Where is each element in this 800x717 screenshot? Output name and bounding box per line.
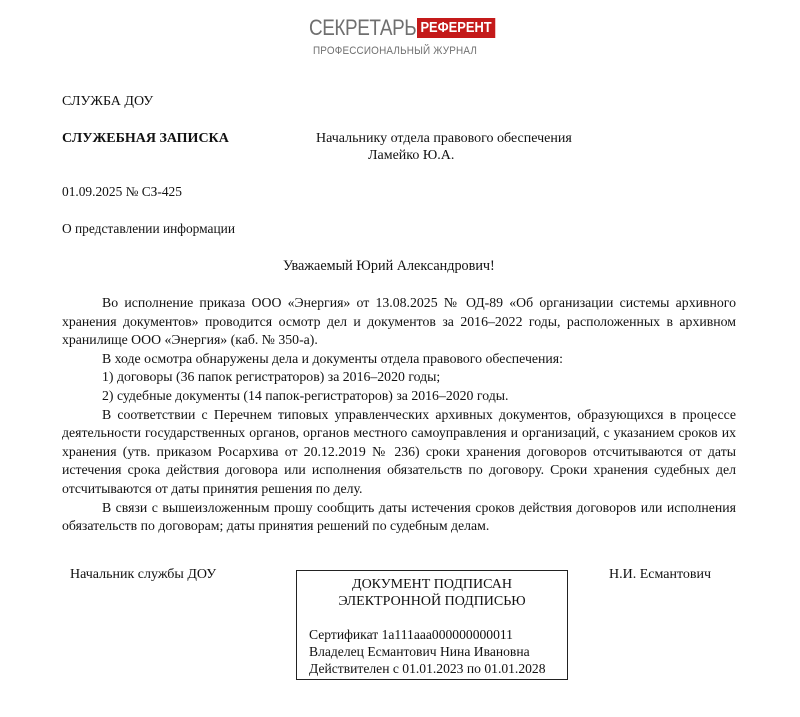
date-and-number: 01.09.2025 № СЗ-425 xyxy=(62,184,182,199)
body-paragraph: В ходе осмотра обнаружены дела и документы отдела правового обеспечения: xyxy=(102,350,563,366)
body-list-item: 1) договоры (36 папок регистраторов) за 2016–2020 годы; xyxy=(102,369,441,385)
journal-logo xyxy=(309,16,499,62)
stamp-owner: Владелец Есмантович Нина Ивановна xyxy=(309,644,530,659)
addressee-name: Ламейко Ю.А. xyxy=(368,148,455,163)
logo-main-text: СЕКРЕТАРЬ xyxy=(309,15,417,40)
body-paragraph: В соответствии с Перечнем типовых управленческих архивных документов, образующихся в процессе деятельности государственных органов, органов местного самоуправления и организаций, с указанием сроков их хранения (утв. приказом Росархива от 20.12.2019 № 236) сроки хранения договоров отсчитываются от даты истечения срока действия договора или исполнения обязательств по договору. Сроки хранения судебных дел отсчитываются от даты принятия решения по делу. xyxy=(62,406,736,496)
stamp-title-line2: ЭЛЕКТРОННОЙ ПОДПИСЬЮ xyxy=(338,594,526,609)
stamp-certificate: Сертификат 1a111aaa000000000011 xyxy=(309,627,513,642)
signer-name: Н.И. Есмантович xyxy=(609,567,712,582)
greeting: Уважаемый Юрий Александрович! xyxy=(283,258,495,274)
logo-subtitle: ПРОФЕССИОНАЛЬНЫЙ ЖУРНАЛ xyxy=(313,45,478,57)
subject-line: О представлении информации xyxy=(62,221,235,236)
stamp-validity: Действителен с 01.01.2023 по 01.01.2028 xyxy=(309,661,546,676)
addressee-position: Начальнику отдела правового обеспечения xyxy=(316,131,572,146)
department-label: СЛУЖБА ДОУ xyxy=(62,94,154,109)
document-type-title: СЛУЖЕБНАЯ ЗАПИСКА xyxy=(62,131,229,146)
memo-body xyxy=(62,294,736,536)
signer-position: Начальник службы ДОУ xyxy=(70,567,217,582)
body-paragraph: Во исполнение приказа ООО «Энергия» от 13.08.2025 № ОД-89 «Об организации системы архивного хранения документов» проводится осмотр дел и документов за 2016–2022 годы, расположенных в архивном хранилище ООО «Энергия» (каб. № 350-а). xyxy=(62,295,736,348)
stamp-title-line1: ДОКУМЕНТ ПОДПИСАН xyxy=(352,577,512,592)
logo-accent-badge: РЕФЕРЕНТ xyxy=(417,18,495,38)
body-paragraph: В связи с вышеизложенным прошу сообщить даты истечения сроков действия договоров или исполнения обязательств по договорам; даты принятия решений по судебным делам. xyxy=(62,499,736,534)
electronic-signature-stamp xyxy=(296,570,568,680)
body-list-item: 2) судебные документы (14 папок-регистраторов) за 2016–2020 годы. xyxy=(102,387,509,403)
